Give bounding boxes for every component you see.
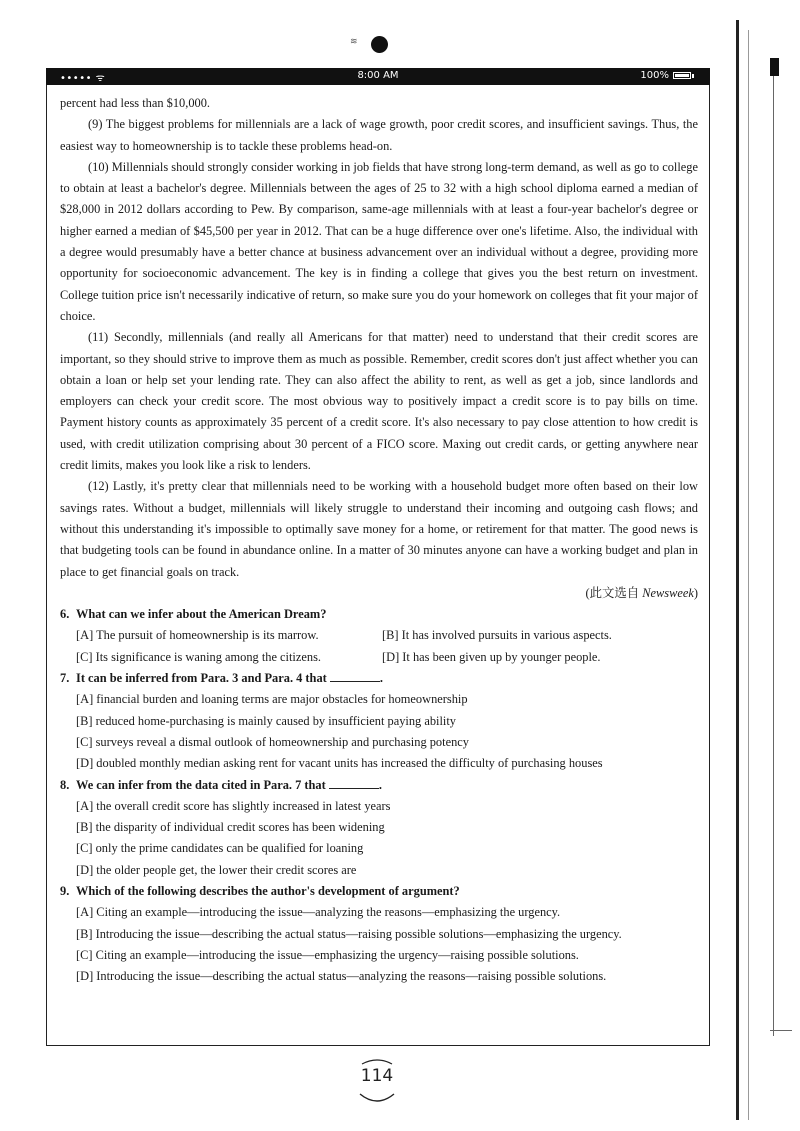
paragraph-11: (11) Secondly, millennials (and really all Americans for that matter) need to understand that their credit scores are important, so they should strive to improve them as much as possible. Remember, credit scores don't just affect whether you can obtain a loan or help set your lending rate. They can also affect the ability to rent, as well as get a job, since landlords and employers can check your credit score. The most obvious way to positively impact a credit score is to pay bills on time. Payment history counts as approximately 35 percent of a credit score. It's also necessary to pay close attention to how credit is used, with credit utilization comprising about 30 percent of a FICO score. Maxing out credit cards, or getting anywhere near credit limits, makes you look like a risk to lenders. [60, 330, 698, 473]
battery-indicator [640, 70, 694, 81]
option-row [60, 647, 698, 668]
option-d[interactable]: [D] Introducing the issue—describing the actual status—analyzing the reasons—raising possible solutions. [76, 969, 607, 984]
question-number: 9. [60, 883, 70, 898]
source-prefix: (此文选自 [585, 585, 643, 600]
question-text: We can infer from the data cited in Para. 7 that [76, 777, 326, 792]
paragraph-9: (9) The biggest problems for millennials are a lack of wage growth, poor credit scores, and insufficient savings. Thus, the easiest way to homeownership is to tackle these problems head-on. [60, 117, 698, 153]
option-c[interactable]: [C] Citing an example—introducing the issue—emphasizing the urgency—raising possible solutions. [76, 947, 579, 962]
signal-strength-icon: ••••• ᯤ [60, 73, 106, 84]
question-text: Which of the following describes the author's development of argument? [76, 883, 460, 898]
option-a[interactable]: [A] The pursuit of homeownership is its marrow. [76, 628, 319, 643]
page-number: 114 [360, 1066, 394, 1086]
question-stem: 8. We can infer from the data cited in Para. 7 that . [60, 775, 698, 796]
reading-passage [60, 93, 698, 987]
option-c[interactable]: [C] Its significance is waning among the citizens. [76, 649, 321, 664]
question-text: What can we infer about the American Dream? [76, 607, 327, 622]
question-9 [60, 881, 698, 987]
paragraph-12: (12) Lastly, it's pretty clear that millennials need to be working with a household budget more often based on their low savings rates. Without a budget, millennials will likely struggle to understand their incoming and outgoing cash flows; and without this understanding it's impossible to optimally save money for a home, or retirement for that matter. The good news is that budgeting tools can be found in abundance online. In a matter of 30 minutes anyone can have a working budget and plan in place to get financial goals on track. [60, 479, 698, 579]
question-6 [60, 604, 698, 668]
question-7 [60, 668, 698, 774]
option-b[interactable]: [B] Introducing the issue—describing the actual status—raising possible solutions—emphasizing the urgency. [76, 926, 622, 941]
question-text: It can be inferred from Para. 3 and Para. 4 that [76, 671, 327, 686]
option-b[interactable]: [B] It has involved pursuits in various aspects. [382, 628, 612, 643]
option-b[interactable]: [B] the disparity of individual credit scores has been widening [76, 820, 385, 835]
option-row [60, 625, 698, 646]
paragraph-8-end: percent had less than $10,000. [60, 96, 211, 110]
question-stem [60, 881, 698, 902]
question-number: 8. [60, 777, 70, 792]
source-citation [60, 583, 698, 604]
battery-percent: 100% [640, 70, 669, 81]
question-number: 7. [60, 671, 70, 686]
source-name: Newsweek [642, 585, 694, 600]
option-d[interactable]: [D] doubled monthly median asking rent for vacant units has increased the difficulty of purchasing houses [76, 756, 603, 771]
question-stem [60, 604, 698, 625]
battery-icon [673, 72, 691, 79]
binding-rule-thin [748, 30, 749, 1120]
question-number: 6. [60, 607, 70, 622]
margin-tab-marker [770, 58, 779, 76]
option-a[interactable]: [A] the overall credit score has slightly increased in latest years [76, 798, 391, 813]
margin-line [773, 76, 774, 1036]
option-d[interactable]: [D] the older people get, the lower their credit scores are [76, 862, 357, 877]
answer-blank [330, 669, 380, 682]
paragraph-10: (10) Millennials should strongly consider working in job fields that have strong long-term demand, as well as go to college to obtain at least a bachelor's degree. Millennials between the ages of 25 to 32 with a high school diploma earned a median of $28,000 in 2012 dollars according to Pew. By comparison, same-age millennials with at least a four-year bachelor's degree or higher earned a median of $45,500 per year in 2012. That can be a huge difference over one's lifetime. Also, the individual with a degree would presumably have a better chance at business advancement over an individual without a degree, providing more opportunity for socioeconomic advancement. The key is in finding a college that gives you the best return on investment. College tuition price isn't necessarily indicative of return, so make sure you do your homework on colleges that fit your major of choice. [60, 159, 698, 323]
question-stem: 7. It can be inferred from Para. 3 and Para. 4 that . [60, 668, 698, 689]
binding-rule [736, 20, 739, 1120]
option-a[interactable]: [A] financial burden and loaning terms are major obstacles for homeownership [76, 692, 468, 707]
camera-dot-icon [371, 36, 388, 53]
option-b[interactable]: [B] reduced home-purchasing is mainly caused by insufficient paying ability [76, 713, 456, 728]
option-d[interactable]: [D] It has been given up by younger people. [382, 649, 601, 664]
option-a[interactable]: [A] Citing an example—introducing the issue—analyzing the reasons—emphasizing the urgency. [76, 905, 561, 920]
answer-blank [329, 776, 379, 789]
margin-line-foot [770, 1030, 792, 1031]
status-time: 8:00 AM [357, 70, 399, 81]
status-bar [46, 68, 710, 85]
signal-mark-icon: ≋ [350, 37, 358, 47]
option-c[interactable]: [C] only the prime candidates can be qualified for loaning [76, 841, 364, 856]
option-c[interactable]: [C] surveys reveal a dismal outlook of homeownership and purchasing potency [76, 734, 469, 749]
battery-tip-icon [692, 74, 694, 78]
source-suffix: ) [693, 585, 698, 600]
question-8 [60, 775, 698, 881]
